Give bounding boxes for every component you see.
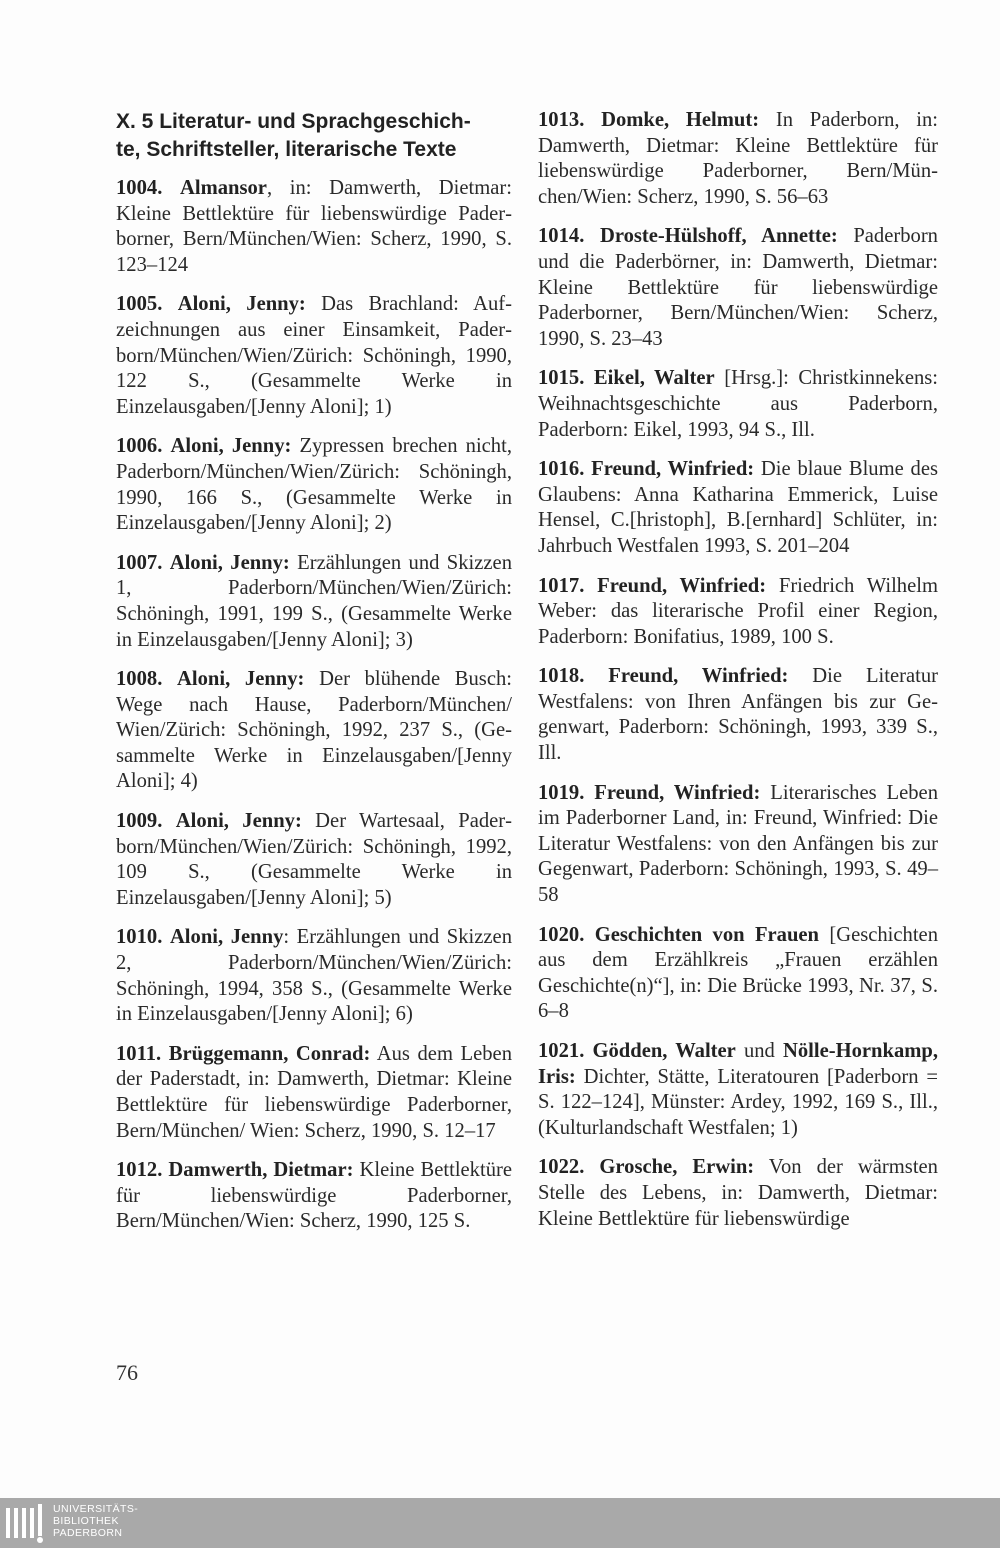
bibliography-entry-1020 (538, 923, 938, 1025)
entry-author: Geschichten von Frauen (594, 923, 820, 946)
library-name-line-3: PADERBORN (53, 1527, 123, 1539)
section-heading-line-2: te, Schriftsteller, literarische Texte (116, 138, 457, 161)
entry-number: 1016. (538, 458, 585, 481)
entry-author: Freund, Winfried: (594, 781, 761, 804)
entry-number: 1012. (116, 1159, 163, 1182)
page-number: 76 (116, 1360, 138, 1385)
entry-author: Grosche, Erwin: (599, 1156, 755, 1179)
right-column (538, 108, 938, 1246)
bibliography-entry-1021 (538, 1039, 938, 1141)
entry-author-2: Nölle-Hornkamp, Iris: (538, 1040, 939, 1088)
section-heading-line-1: X. 5 Literatur- und Sprachgeschich- (116, 110, 471, 133)
entry-number: 1006. (116, 435, 163, 458)
entry-author: Freund, Winfried: (591, 458, 755, 481)
entry-number: 1014. (538, 225, 585, 248)
bibliography-entry-1017 (538, 574, 938, 651)
entry-text: Der Wartesaal, Paderborn/München/Wien/Zürich: Schöningh, 1992, 109 S., (Gesammelte Werke in Einzelausgaben/[Jenny Aloni]; 5) (116, 810, 512, 909)
entry-text: Zypressen brechen nicht, Paderborn/München/Wien/Zürich: Schöningh, 1990, 166 S., (Gesammelte Werke in Einzelausgaben/[Jenny Aloni]; 2) (116, 435, 512, 535)
bibliography-entry-1005 (116, 292, 512, 420)
bibliography-entry-1006 (116, 434, 512, 536)
entry-number: 1020. (538, 923, 585, 946)
entry-author: Damwerth, Dietmar: (168, 1159, 354, 1182)
entry-author: Droste-Hülshoff, Annette: (599, 225, 838, 248)
entry-author: Domke, Helmut: (601, 109, 760, 131)
bibliography-entry-1022 (538, 1155, 938, 1232)
entry-text: Der blühende Busch: Wege nach Hause, Paderborn/München/ Wien/Zürich: Schöningh, 1992, 237 S., (Gesammelte Werke in Einzelausgaben/[Jenny Aloni]; 4) (116, 668, 512, 793)
entry-author: Aloni, Jenny: (169, 551, 290, 574)
bibliography-entry-1004 (116, 176, 512, 278)
entry-number: 1022. (538, 1156, 585, 1179)
bibliography-entry-1014 (538, 224, 938, 352)
entry-text: In Paderborn, in: Damwerth, Dietmar: Kleine Bettlektüre für liebenswürdige Paderborner, Bern/München/Wien: Scherz, 1990, S. 56–63 (538, 109, 938, 208)
bibliography-entry-1015 (538, 366, 938, 443)
entry-text: Das Brachland: Aufzeichnungen aus einer Einsamkeit, Paderborn/München/Wien/Zürich: Schöningh, 1990, 122 S., (Gesammelte Werke in Einzelausgaben/[Jenny Aloni]; 1) (116, 293, 512, 418)
entry-text: Von der wärmsten Stelle des Lebens, in: Damwerth, Dietmar: Kleine Bettlektüre für liebenswürdige (538, 1156, 938, 1230)
entry-text: Die Literatur Westfalens: von Ihren Anfängen bis zur Gegenwart, Paderborn: Schöningh, 1993, 339 S., Ill. (538, 665, 938, 765)
entry-text: [Geschichten aus dem Erzählkreis „Frauen erzählen Geschichte(n)“], in: Die Brücke 1993, Nr. 37, S. 6–8 (538, 923, 938, 1023)
entry-number: 1007. (116, 551, 163, 574)
entry-number: 1015. (538, 367, 585, 390)
entry-number: 1004. (116, 177, 163, 199)
entry-number: 1011. (116, 1042, 162, 1065)
entry-number: 1010. (116, 926, 163, 949)
entry-text: Aus dem Leben der Paderstadt, in: Damwerth, Dietmar: Kleine Bettlektüre für liebenswürdige Paderborner, Bern/München/ Wien: Scherz, 1990, S. 12–17 (116, 1042, 512, 1142)
entry-conjunction: und (735, 1040, 783, 1062)
entry-author: Aloni, Jenny: (177, 293, 306, 316)
entry-text: Friedrich Wilhelm Weber: das literarische Profil einer Region, Paderborn: Bonifatius, 1989, 100 S. (538, 574, 938, 648)
section-heading (116, 108, 512, 164)
entry-author: Aloni, Jenny (169, 926, 284, 949)
bibliography-entry-1008 (116, 667, 512, 795)
bibliography-entry-1013 (538, 108, 938, 210)
entry-text: Kleine Bettlektüre für liebenswürdige Paderborner, Bern/München/Wien: Scherz, 1990, 125 S. (116, 1159, 512, 1233)
library-name-line-1: UNIVERSITÄTS- (53, 1503, 139, 1515)
entry-author: Aloni, Jenny: (177, 668, 305, 691)
entry-number: 1019. (538, 781, 585, 804)
bibliography-entry-1012 (116, 1158, 512, 1235)
bibliography-entry-1018 (538, 664, 938, 766)
library-logo-icon (4, 1502, 50, 1544)
entry-text: Literarisches Leben im Paderborner Land, in: Freund, Winfried: Die Literatur Westfalens: von den Anfängen bis zur Gegenwart, Paderborn: Schöningh, 1993, S. 49–58 (538, 781, 938, 907)
bibliography-entry-1010 (116, 925, 512, 1027)
bibliography-entry-1007 (116, 551, 512, 653)
entry-text: Erzählungen und Skizzen 1, Paderborn/München/Wien/Zürich: Schöningh, 1991, 199 S., (Gesammelte Werke in Einzelausgaben/[Jenny Aloni]; 3) (116, 551, 512, 651)
entry-number: 1013. (538, 109, 585, 131)
entry-number: 1005. (116, 293, 163, 316)
entry-number: 1009. (116, 810, 163, 833)
bibliography-entry-1011 (116, 1042, 512, 1144)
entry-author: Brüggemann, Conrad: (168, 1042, 371, 1065)
entry-number: 1008. (116, 668, 163, 691)
entry-author: Almansor (179, 177, 267, 199)
left-column (116, 108, 512, 1249)
library-footer-bar (0, 1498, 1000, 1548)
bibliography-entry-1016 (538, 457, 938, 559)
entry-number: 1021. (538, 1040, 585, 1062)
entry-author: Aloni, Jenny: (170, 435, 292, 458)
bibliography-entry-1009 (116, 809, 512, 911)
entry-author: Aloni, Jenny: (175, 810, 302, 833)
entry-number: 1018. (538, 665, 585, 688)
entry-author: Freund, Winfried: (608, 665, 789, 688)
entry-number: 1017. (538, 574, 585, 597)
library-name-line-2: BIBLIOTHEK (53, 1515, 119, 1527)
entry-text: Paderborn und die Paderbörner, in: Damwerth, Dietmar: Kleine Bettlektüre für liebenswürdige Paderborner, Bern/München/Wien: Scherz, 1990, S. 23–43 (538, 225, 938, 350)
bibliography-entry-1019 (538, 781, 938, 909)
entry-author: Eikel, Walter (593, 367, 715, 390)
entry-text: : Erzählungen und Skizzen 2, Paderborn/München/Wien/Zürich: Schöningh, 1994, 358 S., (Gesammelte Werke in Einzelausgaben/[Jenny Aloni]; 6) (116, 926, 512, 1026)
entry-text: [Hrsg.]: Christkinnekens: Weihnachtsgeschichte aus Paderborn, Paderborn: Eikel, 1993, 94 S., Ill. (538, 367, 938, 441)
entry-author: Freund, Winfried: (597, 574, 767, 597)
entry-text: Die blaue Blume des Glaubens: Anna Katharina Emmerick, Luise Hensel, C.[hristoph], B.[ernhard] Schlüter, in: Jahrbuch Westfalen 1993, S. 201–204 (538, 458, 938, 557)
entry-text: , in: Damwerth, Dietmar: Kleine Bettlektüre für liebenswürdige Paderborner, Bern/München/Wien: Scherz, 1990, S. 123–124 (116, 177, 512, 276)
entry-text: Dichter, Stätte, Literatouren [Paderborn = S. 122–124], Münster: Ardey, 1992, 169 S., Ill., (Kulturlandschaft Westfalen; 1) (538, 1065, 938, 1139)
entry-author: Gödden, Walter (592, 1040, 736, 1062)
library-name (53, 1503, 138, 1539)
